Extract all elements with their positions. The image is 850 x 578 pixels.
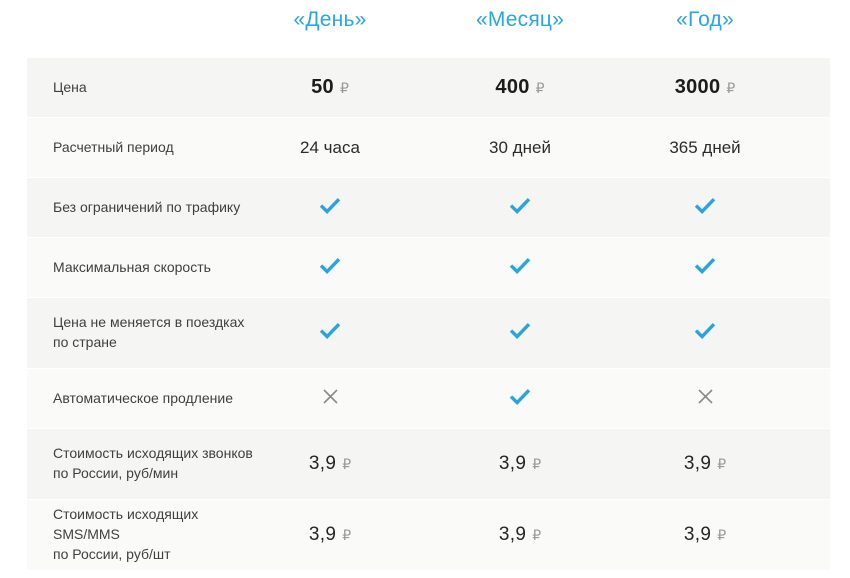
price-cell-year <box>640 76 770 99</box>
period-value: 365 дней <box>669 137 741 157</box>
table-row-same-price-travel <box>27 298 830 369</box>
table-row-period <box>27 118 830 178</box>
row-label-line2: по России, руб/мин <box>53 465 179 481</box>
price-cell-day <box>265 76 395 99</box>
row-label <box>27 389 265 409</box>
price-value: 3,9 <box>308 453 337 474</box>
ruble-sign: ₽ <box>726 80 736 96</box>
price-value: 50 <box>311 76 334 98</box>
price-cell-month <box>455 76 585 99</box>
ruble-sign: ₽ <box>532 527 542 543</box>
pricing-table <box>0 58 850 571</box>
cross-icon <box>697 388 714 405</box>
check-icon <box>319 322 341 339</box>
row-label-line1: Стоимость исходящих SMS/MMS <box>53 506 199 543</box>
row-label <box>27 138 265 158</box>
feature-cell-year <box>640 257 770 279</box>
feature-cell-month <box>455 322 585 344</box>
period-cell-year <box>640 138 770 158</box>
table-row-max-speed <box>27 238 830 298</box>
row-label-line1: Расчетный период <box>53 138 174 155</box>
price-cell-year <box>640 453 770 475</box>
check-icon <box>694 257 716 274</box>
table-row-sms-cost <box>27 500 830 571</box>
feature-cell-day <box>265 388 395 410</box>
ruble-sign: ₽ <box>717 527 727 543</box>
row-label-line1: Цена <box>53 78 87 95</box>
row-label-line2: по стране <box>53 334 117 350</box>
check-icon <box>319 257 341 274</box>
row-label-line1: Автоматическое продление <box>53 389 233 406</box>
feature-cell-day <box>265 197 395 219</box>
row-label-line1: Стоимость исходящих звонков <box>53 445 253 462</box>
check-icon <box>694 197 716 214</box>
column-header-month: «Месяц» <box>475 8 565 31</box>
feature-cell-year <box>640 197 770 219</box>
check-icon <box>509 197 531 214</box>
price-cell-day <box>265 453 395 475</box>
check-icon <box>694 322 716 339</box>
feature-cell-month <box>455 197 585 219</box>
ruble-sign: ₽ <box>342 456 352 472</box>
feature-cell-month <box>455 388 585 410</box>
price-value: 3000 <box>674 76 721 98</box>
price-value: 3,9 <box>498 524 527 545</box>
table-row-unlimited-traffic <box>27 178 830 238</box>
price-value: 400 <box>495 76 530 98</box>
price-value: 3,9 <box>498 453 527 474</box>
price-value: 3,9 <box>683 524 712 545</box>
check-icon <box>509 322 531 339</box>
table-row-call-cost <box>27 429 830 500</box>
ruble-sign: ₽ <box>535 80 545 96</box>
ruble-sign: ₽ <box>717 456 727 472</box>
period-value: 24 часа <box>300 137 360 157</box>
row-label-line2: по России, руб/шт <box>53 545 171 562</box>
period-cell-day <box>265 138 395 158</box>
row-label-line1: Максимальная скорость <box>53 258 211 275</box>
feature-cell-day <box>265 257 395 279</box>
price-cell-month <box>455 524 585 546</box>
row-label <box>27 505 265 565</box>
table-row-price <box>27 58 830 118</box>
check-icon <box>509 257 531 274</box>
ruble-sign: ₽ <box>532 456 542 472</box>
row-label <box>27 313 265 353</box>
ruble-sign: ₽ <box>342 527 352 543</box>
cross-icon <box>322 388 339 405</box>
price-value: 3,9 <box>308 524 337 545</box>
row-label <box>27 444 265 484</box>
column-header-day: «День» <box>293 8 367 31</box>
ruble-sign: ₽ <box>339 80 349 96</box>
row-label <box>27 78 265 98</box>
column-header-year: «Год» <box>676 8 734 31</box>
period-cell-month <box>455 138 585 158</box>
row-label <box>27 258 265 278</box>
check-icon <box>509 388 531 405</box>
table-header-row <box>27 0 830 58</box>
period-value: 30 дней <box>489 137 551 157</box>
row-label <box>27 198 265 218</box>
table-row-auto-renewal <box>27 369 830 429</box>
price-cell-day <box>265 524 395 546</box>
check-icon <box>319 197 341 214</box>
feature-cell-year <box>640 388 770 410</box>
price-cell-year <box>640 524 770 546</box>
row-label-line1: Без ограничений по трафику <box>53 198 241 215</box>
feature-cell-day <box>265 322 395 344</box>
price-value: 3,9 <box>683 453 712 474</box>
row-label-line1: Цена не меняется в поездках <box>53 314 245 331</box>
feature-cell-year <box>640 322 770 344</box>
feature-cell-month <box>455 257 585 279</box>
price-cell-month <box>455 453 585 475</box>
